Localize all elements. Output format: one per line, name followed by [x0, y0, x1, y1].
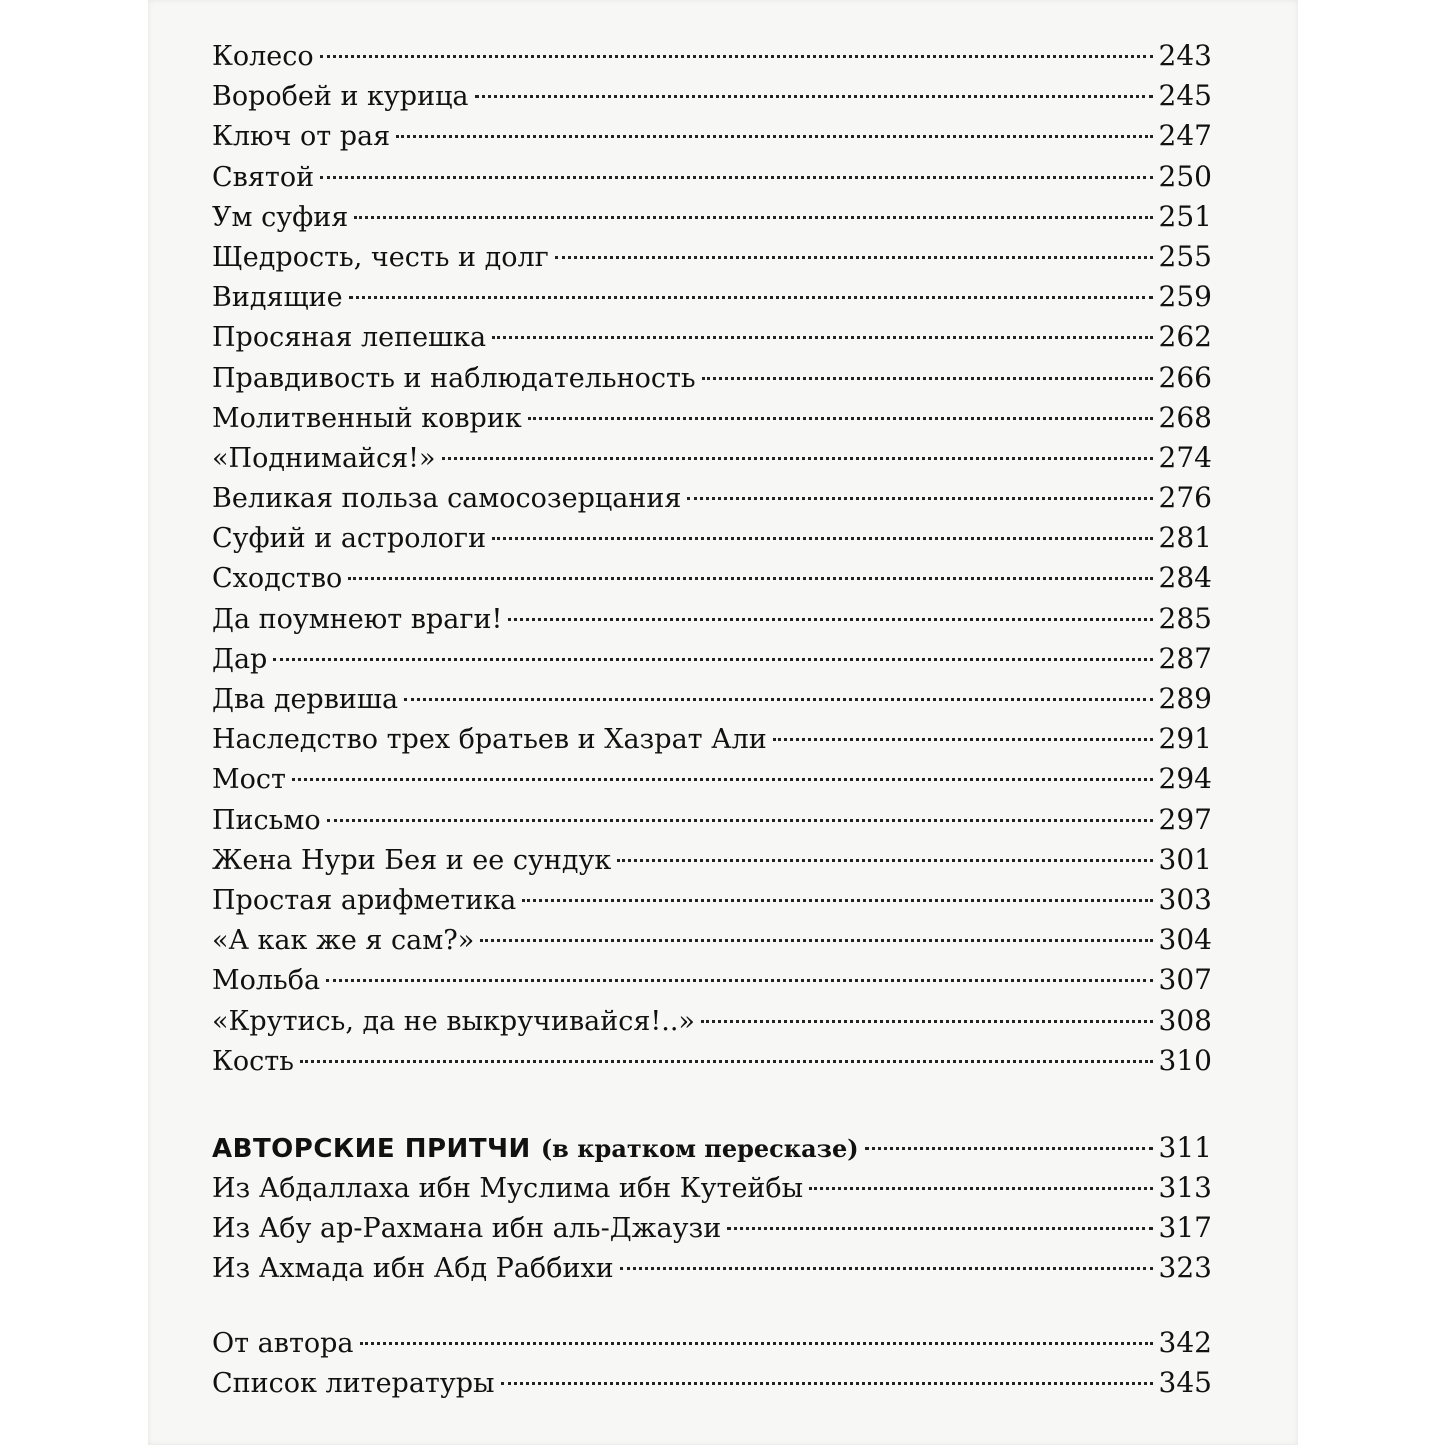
entry-page-number: 345: [1158, 1365, 1212, 1399]
entry-title: Воробей и курица: [212, 81, 469, 113]
toc-entry: [212, 197, 1212, 237]
section-gap: [212, 1081, 1212, 1128]
entry-title: От автора: [212, 1327, 354, 1359]
toc-entry: [212, 920, 1212, 960]
entry-page-number: 276: [1158, 481, 1212, 515]
dot-leader: [354, 216, 1152, 219]
entry-page-number: 307: [1158, 963, 1212, 997]
toc-entry: [212, 157, 1212, 197]
dot-leader: [555, 256, 1153, 259]
entry-title: Список литературы: [212, 1367, 495, 1399]
toc-entry: [212, 398, 1212, 438]
entry-page-number: 266: [1158, 360, 1212, 394]
section-page-number: 311: [1158, 1130, 1212, 1164]
entry-page-number: 251: [1158, 199, 1212, 233]
entry-page-number: 287: [1158, 641, 1212, 675]
dot-leader: [360, 1342, 1153, 1345]
dot-leader: [442, 457, 1153, 460]
dot-leader: [320, 55, 1153, 58]
toc-entry: [212, 719, 1212, 759]
dot-leader: [501, 1382, 1153, 1385]
toc-entry: [212, 679, 1212, 719]
dot-leader: [326, 979, 1152, 982]
entry-title: «Крутись, да не выкручивайся!..»: [212, 1005, 695, 1037]
dot-leader: [701, 1020, 1153, 1023]
dot-leader: [702, 377, 1153, 380]
dot-leader: [522, 899, 1152, 902]
entry-page-number: 243: [1158, 39, 1212, 72]
entry-title: Молитвенный коврик: [212, 402, 522, 434]
entry-page-number: 303: [1158, 882, 1212, 916]
toc-entry: [212, 840, 1212, 880]
entry-title: Наследство трех братьев и Хазрат Али: [212, 724, 767, 756]
entry-page-number: 310: [1158, 1043, 1212, 1077]
toc-entry: [212, 478, 1212, 518]
entry-page-number: 313: [1158, 1171, 1212, 1205]
dot-leader: [492, 537, 1152, 540]
dot-leader: [404, 698, 1152, 701]
entry-title: Мольба: [212, 965, 321, 997]
entry-title: Ум суфия: [212, 201, 349, 233]
dot-leader: [349, 296, 1153, 299]
toc-entry: [212, 277, 1212, 317]
entry-page-number: 281: [1158, 521, 1212, 555]
entry-title: Да поумнеют враги!: [212, 603, 503, 635]
toc-entry: [212, 1208, 1212, 1248]
entry-title: Суфий и астрологи: [212, 523, 487, 555]
entry-page-number: 301: [1158, 842, 1212, 876]
toc-entry: [212, 1168, 1212, 1208]
entry-page-number: 259: [1158, 280, 1212, 314]
entry-title: Великая польза самосозерцания: [212, 483, 682, 515]
toc-entry: [212, 36, 1212, 76]
entry-title: Простая арифметика: [212, 884, 517, 916]
dot-leader: [327, 819, 1153, 822]
entry-title: Из Абдаллаха ибн Муслима ибн Кутейбы: [212, 1173, 804, 1205]
entry-title: Письмо: [212, 804, 321, 836]
toc-entry: [212, 639, 1212, 679]
toc-entry: [212, 800, 1212, 840]
toc-entry: [212, 438, 1212, 478]
entry-page-number: 342: [1158, 1325, 1212, 1359]
entry-title: Видящие: [212, 282, 343, 314]
entry-page-number: 291: [1158, 722, 1212, 756]
dot-leader: [508, 618, 1152, 621]
entry-page-number: 274: [1158, 440, 1212, 474]
entry-page-number: 250: [1158, 159, 1212, 193]
toc-entry: [212, 237, 1212, 277]
entry-page-number: 297: [1158, 802, 1212, 836]
entry-page-number: 304: [1158, 923, 1212, 957]
dot-leader: [320, 176, 1152, 179]
section-subtitle: (в кратком пересказе): [540, 1133, 859, 1163]
entry-page-number: 289: [1158, 682, 1212, 715]
entry-page-number: 268: [1158, 400, 1212, 434]
toc-entry: [212, 116, 1212, 156]
dot-leader: [528, 417, 1153, 420]
toc-entry: [212, 518, 1212, 558]
toc-entry: [212, 1248, 1212, 1288]
entry-title: Дар: [212, 643, 268, 675]
entry-title: «А как же я сам?»: [212, 925, 475, 957]
entry-page-number: 323: [1158, 1251, 1212, 1285]
toc-entry: [212, 76, 1212, 116]
dot-leader: [348, 577, 1152, 580]
entry-title: Колесо: [212, 41, 314, 72]
entry-title: Из Абу ар-Рахмана ибн аль-Джаузи: [212, 1213, 722, 1245]
dot-leader: [292, 778, 1153, 781]
dot-leader: [273, 658, 1152, 661]
back-matter-gap: [212, 1289, 1212, 1323]
toc-entry: [212, 880, 1212, 920]
entry-title: Ключ от рая: [212, 121, 391, 153]
toc-entry: [212, 558, 1212, 598]
dot-leader: [396, 135, 1152, 138]
entry-title: Из Ахмада ибн Абд Раббихи: [212, 1253, 614, 1285]
entry-page-number: 245: [1158, 79, 1212, 113]
entry-title: Кость: [212, 1045, 294, 1077]
entry-title: Святой: [212, 161, 315, 193]
entry-title: Два дервиша: [212, 684, 399, 715]
entry-page-number: 294: [1158, 762, 1212, 796]
entry-title: Просяная лепешка: [212, 322, 487, 354]
entry-page-number: 308: [1158, 1003, 1212, 1037]
table-of-contents: [212, 36, 1212, 1403]
dot-leader: [865, 1147, 1153, 1150]
entry-page-number: 255: [1158, 239, 1212, 273]
entry-title: Правдивость и наблюдательность: [212, 362, 696, 394]
toc-entry: [212, 1363, 1212, 1403]
toc-entry: [212, 960, 1212, 1000]
toc-entry: [212, 1323, 1212, 1363]
entry-page-number: 262: [1158, 320, 1212, 354]
section-heading-row: [212, 1128, 1212, 1168]
entry-page-number: 285: [1158, 601, 1212, 635]
dot-leader: [492, 336, 1152, 339]
back-matter-entries: [212, 1323, 1212, 1403]
dot-leader: [773, 738, 1153, 741]
dot-leader: [475, 95, 1153, 98]
entry-title: Мост: [212, 764, 286, 796]
entry-page-number: 247: [1158, 119, 1212, 153]
entry-title: Жена Нури Бея и ее сундук: [212, 844, 612, 876]
entry-title: Сходство: [212, 563, 343, 595]
dot-leader: [687, 497, 1152, 500]
toc-entry: [212, 358, 1212, 398]
dot-leader: [300, 1060, 1153, 1063]
entry-page-number: 317: [1158, 1211, 1212, 1245]
entry-title: «Поднимайся!»: [212, 442, 436, 474]
section-entries: [212, 1168, 1212, 1289]
dot-leader: [480, 939, 1152, 942]
dot-leader: [620, 1267, 1153, 1270]
toc-entry: [212, 599, 1212, 639]
toc-entries: [212, 36, 1212, 1081]
dot-leader: [617, 859, 1152, 862]
entry-page-number: 284: [1158, 561, 1212, 595]
dot-leader: [727, 1227, 1152, 1230]
section-title: АВТОРСКИЕ ПРИТЧИ: [212, 1133, 531, 1164]
toc-entry: [212, 1041, 1212, 1081]
toc-entry: [212, 1001, 1212, 1041]
toc-entry: [212, 317, 1212, 357]
toc-entry: [212, 759, 1212, 799]
dot-leader: [809, 1187, 1152, 1190]
entry-title: Щедрость, честь и долг: [212, 241, 549, 273]
